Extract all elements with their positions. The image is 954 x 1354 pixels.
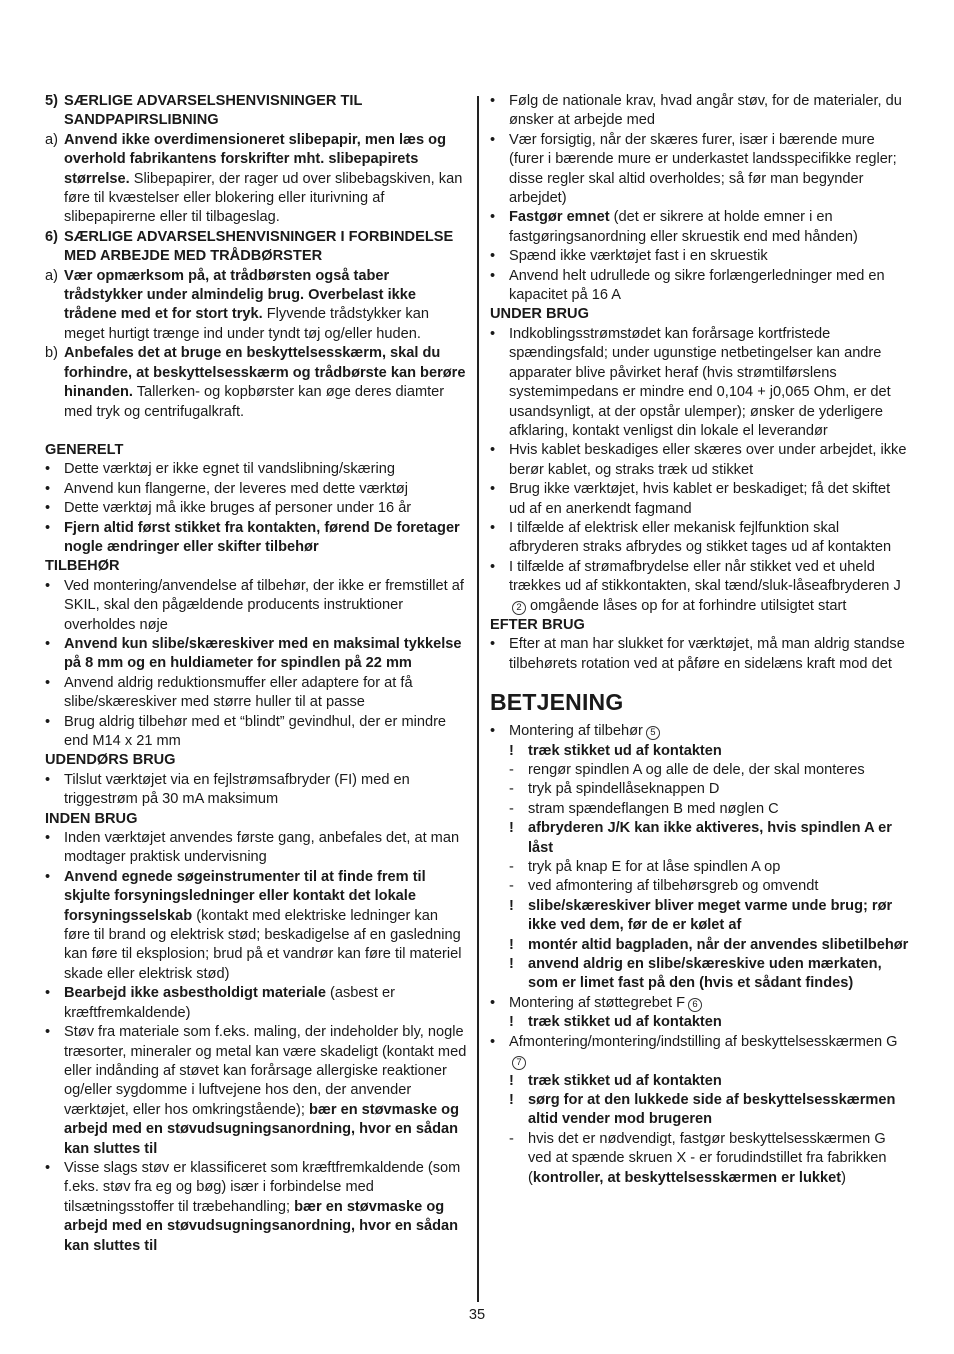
figure-ref: 7 bbox=[512, 1056, 526, 1070]
text-run: kontroller, at beskyttelsesskærmen er lukket bbox=[532, 1169, 842, 1186]
list-item bbox=[490, 800, 910, 819]
list-item bbox=[490, 208, 910, 247]
text-run: (asbest er kræftfremkaldende) bbox=[64, 985, 395, 1021]
list-item bbox=[45, 267, 467, 345]
list-marker: • bbox=[45, 577, 51, 594]
text-run: Brug aldrig tilbehør med et “blindt” gevindhul, der er mindre end M14 x 21 mm bbox=[64, 713, 447, 749]
text-run: BETJENING bbox=[490, 689, 624, 716]
text-run: træk stikket ud af kontakten bbox=[528, 742, 722, 759]
list-marker: • bbox=[45, 771, 51, 788]
section-heading bbox=[45, 441, 467, 460]
list-marker: • bbox=[490, 636, 496, 653]
right-column bbox=[490, 92, 910, 1188]
text-run: Slibepapirer, der rager ud over slibebagskiven, kan føre til kvæstelser eller blokering eller iturivning af slibepapirerne eller til tilbageslag. bbox=[64, 170, 463, 226]
list-marker: • bbox=[45, 713, 51, 730]
text-run: slibe/skæreskiver bliver meget varme unde brug; rør ikke ved dem, før de er kølet af bbox=[528, 897, 893, 934]
list-item bbox=[45, 344, 467, 422]
text-run: tryk på spindellåseknappen D bbox=[528, 781, 720, 798]
text-run: Tallerken- og kopbørster kan øge deres diamter med tryk og centrifugalkraft. bbox=[64, 384, 445, 420]
text-run: TILBEHØR bbox=[45, 558, 120, 575]
list-marker: • bbox=[490, 723, 496, 740]
text-run: ved afmontering af tilbehørsgreb og omvendt bbox=[528, 878, 819, 895]
list-item bbox=[490, 480, 910, 519]
section-heading bbox=[45, 751, 467, 770]
text-run: træk stikket ud af kontakten bbox=[528, 1014, 722, 1031]
list-item bbox=[490, 267, 910, 306]
list-item bbox=[490, 955, 910, 994]
list-item bbox=[45, 577, 467, 635]
list-item bbox=[490, 994, 910, 1013]
list-marker: • bbox=[45, 674, 51, 691]
list-marker: • bbox=[490, 519, 496, 536]
text-run: ) bbox=[841, 1169, 846, 1186]
text-run: omgående låses op for at forhindre utilsigtet start bbox=[526, 597, 847, 614]
page-number: 35 bbox=[468, 1307, 486, 1323]
list-item bbox=[490, 780, 910, 799]
list-item bbox=[45, 635, 467, 674]
list-item bbox=[490, 92, 910, 131]
text-run: Bearbejd ikke asbestholdigt materiale bbox=[64, 985, 326, 1002]
list-marker: • bbox=[490, 325, 496, 342]
list-marker: ! bbox=[509, 897, 514, 914]
list-item bbox=[45, 674, 467, 713]
list-marker: 5) bbox=[45, 93, 58, 109]
text-run: Dette værktøj må ikke bruges af personer under 16 år bbox=[64, 500, 412, 517]
list-marker: ! bbox=[509, 1072, 514, 1089]
text-run: Brug ikke værktøjet, hvis kablet er beskadiget; få det skiftet ud af en anerkendt fagmand bbox=[509, 481, 891, 517]
text-run: Anvend egnede søgeinstrumenter til at finde frem til skjulte forsyningsledninger eller kontakt det lokale forsyningsselskab bbox=[64, 868, 426, 924]
list-marker: • bbox=[45, 461, 51, 478]
list-item bbox=[490, 761, 910, 780]
list-item bbox=[490, 131, 910, 209]
list-marker: - bbox=[509, 800, 514, 817]
text-run: Anvend kun slibe/skæreskiver med en maksimal tykkelse på 8 mm og en huldiameter for spindlen på 22 mm bbox=[64, 635, 462, 672]
list-marker: • bbox=[490, 209, 496, 226]
list-marker: • bbox=[45, 519, 51, 536]
text-run: Tilslut værktøjet via en fejlstrømsafbryder (FI) med en triggestrøm på 30 mA maksimum bbox=[64, 771, 410, 808]
text-run: Anvend aldrig reduktionsmuffer eller adaptere for at få slibe/skæreskiver med større huller til at passe bbox=[64, 674, 413, 711]
section-heading bbox=[490, 305, 910, 324]
list-marker: • bbox=[490, 131, 496, 148]
text-run: Montering af tilbehør bbox=[509, 723, 643, 740]
list-item bbox=[490, 519, 910, 558]
list-item bbox=[490, 742, 910, 761]
list-item bbox=[490, 1072, 910, 1091]
list-marker: • bbox=[490, 93, 496, 109]
list-marker: • bbox=[45, 635, 51, 652]
list-item bbox=[490, 441, 910, 480]
list-item bbox=[490, 877, 910, 896]
list-marker: 6) bbox=[45, 228, 58, 245]
text-run: Indkoblingsstrømstødet kan forårsage kortfristede spændingsfald; under ugunstige netbetingelser kan andre apparater blive påvirket heraf (hvis strømtilførslens systemimpedans er mindre end 0,104 + j0,065 Ohm, er det usandsynligt, at der opstår ulemper); ønsker de yderligere afklaring, kontakt venligst din lokale el leverandør bbox=[509, 325, 891, 439]
text-run: Anvend kun flangerne, der leveres med dette værktøj bbox=[64, 480, 408, 497]
text-run: stram spændeflangen B med nøglen C bbox=[528, 800, 779, 817]
chapter-title bbox=[490, 688, 910, 716]
text-run: SÆRLIGE ADVARSELSHENVISNINGER TIL SANDPAPIRSLIBNING bbox=[64, 93, 363, 129]
text-run: Hvis kablet beskadiges eller skæres over under arbejdet, ikke berør kablet, og straks træk ud stikket bbox=[509, 442, 907, 478]
text-run: (kontakt med elektriske ledninger kan føre til brand og elektrisk stød; beskadigelse af en gasledning kan føre til eksplosion; brud på et vandrør kan føre til materiel skade eller elektrisk stød) bbox=[64, 907, 462, 982]
list-item bbox=[490, 819, 910, 858]
text-run: hvis det er nødvendigt, fastgør beskyttelsesskærmen G ved at spænde skruen X - er forudindstillet fra fabrikken ( bbox=[528, 1130, 887, 1186]
list-item bbox=[45, 771, 467, 810]
text-run: Fastgør emnet bbox=[509, 209, 610, 226]
list-marker: • bbox=[490, 1033, 496, 1050]
list-marker: a) bbox=[45, 131, 58, 148]
text-run: Inden værktøjet anvendes første gang, anbefales det, at man modtager praktisk undervisning bbox=[64, 830, 460, 866]
figure-ref: 6 bbox=[688, 998, 702, 1012]
list-item bbox=[490, 635, 910, 674]
list-item bbox=[45, 984, 467, 1023]
text-run: bær en støvmaske og arbejd med en støvudsugningsanordning, hvor en sådan kan sluttes til bbox=[64, 1198, 459, 1254]
text-run: Afmontering/montering/indstilling af beskyttelsesskærmen G bbox=[509, 1033, 898, 1050]
text-run: Vær opmærksom på, at trådbørsten også taber trådstykker under almindelig brug. Overbelast ikke trådene med et for stort tryk. bbox=[64, 267, 416, 323]
list-item bbox=[490, 858, 910, 877]
list-item bbox=[490, 325, 910, 441]
section-heading bbox=[490, 616, 910, 635]
text-run: I tilfælde af elektrisk eller mekanisk fejlfunktion skal afbryderen straks afbrydes og stikket tages ud af kontakten bbox=[509, 519, 892, 556]
list-item bbox=[490, 1013, 910, 1032]
list-item bbox=[45, 480, 467, 499]
list-marker: b) bbox=[45, 345, 58, 362]
list-marker: - bbox=[509, 762, 514, 778]
section-heading bbox=[45, 557, 467, 576]
text-run: Følg de nationale krav, hvad angår støv, for de materialer, du ønsker at arbejde med bbox=[509, 93, 902, 129]
text-run: afbryderen J/K kan ikke aktiveres, hvis spindlen A er låst bbox=[528, 820, 892, 856]
list-item bbox=[45, 460, 467, 479]
text-run: Anvend helt udrullede og sikre forlængerledninger med en kapacitet på 16 A bbox=[509, 267, 885, 304]
text-run: GENERELT bbox=[45, 441, 124, 458]
list-item bbox=[45, 519, 467, 558]
section-heading bbox=[45, 92, 467, 131]
list-item bbox=[490, 722, 910, 741]
section-heading bbox=[45, 810, 467, 829]
text-run: Efter at man har slukket for værktøjet, må man aldrig standse tilbehørets rotation ved at påføre en sidelæns kraft mod det bbox=[509, 636, 905, 672]
figure-ref: 5 bbox=[646, 726, 660, 740]
list-item bbox=[490, 936, 910, 955]
text-run: sørg for at den lukkede side af beskyttelsesskærmen altid vender mod brugeren bbox=[528, 1091, 896, 1128]
list-marker: • bbox=[45, 985, 51, 1002]
list-marker: ! bbox=[509, 956, 514, 973]
text-run: tryk på knap E for at låse spindlen A op bbox=[528, 859, 781, 876]
list-item bbox=[45, 131, 467, 228]
list-marker: • bbox=[45, 868, 51, 885]
list-marker: • bbox=[45, 830, 51, 847]
text-run: Montering af støttegrebet F bbox=[509, 994, 686, 1011]
list-marker: • bbox=[490, 248, 496, 265]
list-marker: - bbox=[509, 1130, 514, 1147]
text-run: anvend aldrig en slibe/skæreskive uden mærkaten, som er limet fast på den (hvis et sådant findes) bbox=[528, 956, 882, 992]
list-marker: ! bbox=[509, 820, 514, 837]
list-marker: - bbox=[509, 781, 514, 798]
text-run: Anbefales det at bruge en beskyttelsesskærm, skal du forhindre, at beskyttelsesskærm og trådbørste kan berøre hinanden. bbox=[64, 345, 466, 401]
list-marker: • bbox=[45, 480, 51, 497]
list-marker: • bbox=[490, 994, 496, 1011]
left-column bbox=[45, 92, 467, 1256]
list-marker: ! bbox=[509, 1091, 514, 1108]
figure-ref: 2 bbox=[512, 601, 526, 615]
text-run: montér altid bagpladen, når der anvendes slibetilbehør bbox=[528, 936, 909, 953]
text-run: bær en støvmaske og arbejd med en støvudsugningsanordning, hvor en sådan kan sluttes til bbox=[64, 1101, 459, 1157]
text-run: Dette værktøj er ikke egnet til vandslibning/skæring bbox=[64, 461, 395, 478]
text-run: Støv fra materiale som f.eks. maling, der indeholder bly, nogle træsorter, mineraler og metal kan være skadeligt (kontakt med eller indånding af støvet kan forårsage allergiske reaktioner og/eller sygdomme i luftvejene hos den, der anvender værktøjet, eller hos omkringstående); bbox=[64, 1024, 467, 1118]
text-run: Visse slags støv er klassificeret som kræftfremkaldende (som f.eks. støv fra eg og bøg) især i forbindelse med tilsætningsstoffer til træbehandling; bbox=[64, 1159, 461, 1215]
list-marker: a) bbox=[45, 267, 58, 284]
list-item bbox=[490, 1033, 910, 1072]
list-marker: - bbox=[509, 878, 514, 895]
list-item bbox=[45, 1159, 467, 1256]
text-run: SÆRLIGE ADVARSELSHENVISNINGER I FORBINDELSE MED ARBEJDE MED TRÅDBØRSTER bbox=[64, 228, 454, 265]
list-item bbox=[45, 499, 467, 518]
list-item bbox=[45, 868, 467, 984]
list-marker: • bbox=[490, 481, 496, 498]
list-marker: • bbox=[490, 442, 496, 459]
list-item bbox=[45, 713, 467, 752]
list-item bbox=[490, 558, 910, 616]
text-run: EFTER BRUG bbox=[490, 616, 585, 633]
text-run: Flyvende trådstykker kan meget hurtigt trænge ind under tyndt tøj og/eller huden. bbox=[64, 306, 429, 342]
list-item bbox=[45, 829, 467, 868]
spacer bbox=[45, 422, 467, 441]
list-marker: • bbox=[45, 1159, 51, 1176]
list-item bbox=[490, 897, 910, 936]
list-marker: - bbox=[509, 859, 514, 876]
text-run: INDEN BRUG bbox=[45, 810, 138, 827]
list-marker: ! bbox=[509, 936, 514, 953]
list-item bbox=[490, 1091, 910, 1130]
text-run: Anvend ikke overdimensioneret slibepapir, men læs og overhold fabrikantens forskrifter mht. slibepapirets størrelse. bbox=[64, 131, 446, 187]
column-divider bbox=[477, 96, 479, 1302]
section-heading bbox=[45, 228, 467, 267]
text-run: rengør spindlen A og alle de dele, der skal monteres bbox=[528, 762, 865, 778]
text-run: Ved montering/anvendelse af tilbehør, der ikke er fremstillet af SKIL, skal den pågældende producents instruktioner overholdes nøje bbox=[64, 577, 464, 633]
list-marker: • bbox=[45, 1024, 51, 1041]
text-run: Spænd ikke værktøjet fast i en skruestik bbox=[509, 248, 768, 265]
text-run: Vær forsigtig, når der skæres furer, især i bærende mure (furer i bærende mure er underkastet landsspecifikke regler; disse regler skal altid overholdes; så før man begynder arbejdet) bbox=[509, 131, 897, 207]
text-run: (det er sikrere at holde emner i en fastgøringsanordning eller skruestik end med hånden) bbox=[509, 209, 858, 245]
list-marker: ! bbox=[509, 1014, 514, 1031]
text-run: Fjern altid først stikket fra kontakten, førend De foretager nogle ændringer eller skifter tilbehør bbox=[64, 519, 460, 555]
text-run: UDENDØRS BRUG bbox=[45, 752, 176, 769]
list-item bbox=[45, 1023, 467, 1159]
list-item bbox=[490, 1130, 910, 1188]
text-run: UNDER BRUG bbox=[490, 306, 589, 323]
list-marker: • bbox=[490, 558, 496, 575]
list-marker: • bbox=[490, 267, 496, 284]
list-marker: • bbox=[45, 500, 51, 517]
text-run: I tilfælde af strømafbrydelse eller når stikket ved et uheld trækkes ud af stikkontakten, skal tænd/sluk-låseafbryderen J bbox=[509, 558, 901, 595]
text-run: træk stikket ud af kontakten bbox=[528, 1072, 722, 1089]
list-marker: ! bbox=[509, 742, 514, 759]
list-item bbox=[490, 247, 910, 266]
